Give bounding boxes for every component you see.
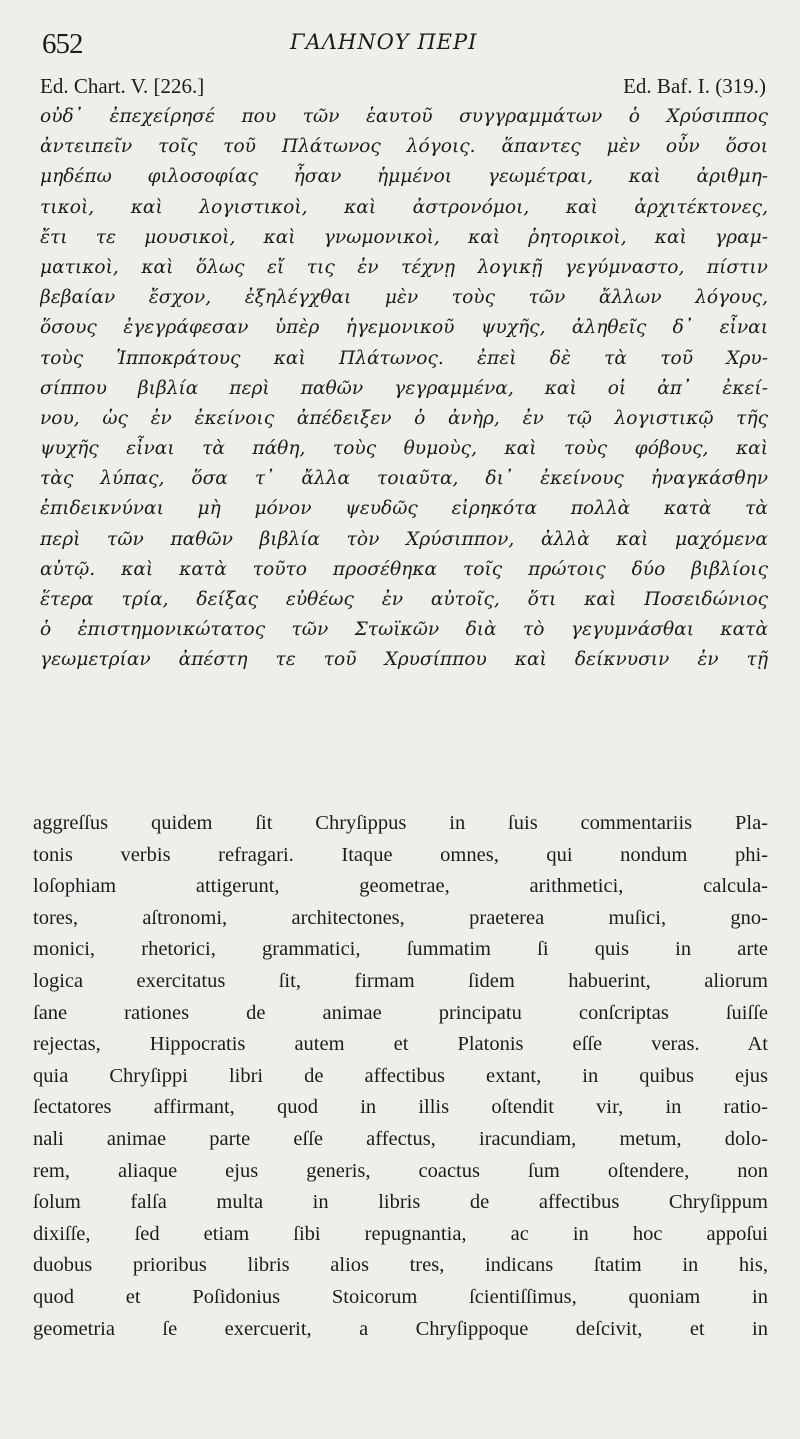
latin-text-line: quod et Poſidonius Stoicorum ſcientiſſimus, quoniam in: [33, 1285, 768, 1308]
greek-text-line: ἀντειπεῖν τοῖς τοῦ Πλάτωνος λόγοις. ἅπαντες μὲν οὖν ὅσοι: [40, 136, 768, 158]
latin-text-line: quia Chryſippi libri de affectibus extant, in quibus ejus: [33, 1064, 768, 1087]
greek-text-line: ματικοὶ, καὶ ὅλως εἴ τις ἐν τέχνῃ λογικῇ γεγύμναστο, πίστιν: [40, 256, 768, 278]
latin-text-line: monici, rhetorici, grammatici, ſummatim ſi quis in arte: [33, 938, 768, 961]
greek-text-line: αὐτῷ. καὶ κατὰ τοῦτο προσέθηκα τοῖς πρώτοις δύο βιβλίοις: [40, 558, 768, 580]
greek-text-line: ὅσους ἐγεγράφεσαν ὑπὲρ ἡγεμονικοῦ ψυχῆς, ἀληθεῖς δ᾽ εἶναι: [40, 317, 768, 339]
greek-text-line: ἔτι τε μουσικοὶ, καὶ γνωμονικοὶ, καὶ ῥητορικοὶ, καὶ γραμ-: [40, 226, 768, 248]
greek-text-line: ἕτερα τρία, δείξας εὐθέως ἐν αὐτοῖς, ὅτι καὶ Ποσειδώνιος: [40, 589, 768, 610]
greek-text-line: τικοὶ, καὶ λογιστικοὶ, καὶ ἀστρονόμοι, καὶ ἀρχιτέκτονες,: [40, 196, 768, 218]
running-head: ΓΑΛΗΝΟΥ ΠΕΡΙ: [290, 30, 478, 54]
latin-text-line: duobus prioribus libris alios tres, indicans ſtatim in his,: [33, 1254, 768, 1277]
greek-text-block: [40, 102, 768, 676]
greek-text-line: ἐπιδεικνύναι μὴ μόνον ψευδῶς εἰρηκότα πολλὰ κατὰ τὰ: [40, 498, 768, 520]
greek-text-line: βεβαίαν ἔσχον, ἐξηλέγχθαι μὲν τοὺς τῶν ἄλλων λόγους,: [40, 287, 768, 309]
greek-text-line: νου, ὡς ἐν ἐκείνοις ἀπέδειξεν ὁ ἀνὴρ, ἐν τῷ λογιστικῷ τῆς: [40, 407, 768, 429]
latin-text-line: tores, aſtronomi, architectones, praeterea muſici, gno-: [33, 906, 768, 929]
greek-text-line: γεωμετρίαν ἀπέστη τε τοῦ Χρυσίππου καὶ δείκνυσιν ἐν τῇ: [40, 649, 768, 671]
greek-text-line: περὶ τῶν παθῶν βιβλία τὸν Χρύσιππον, ἀλλὰ καὶ μαχόμενα: [40, 528, 768, 550]
page-number: 652: [42, 28, 83, 60]
latin-text-line: geometria ſe exercuerit, a Chryſippoque deſcivit, et in: [33, 1317, 768, 1340]
latin-text-line: loſophiam attigerunt, geometrae, arithmetici, calcula-: [33, 875, 768, 898]
greek-text-line: ὁ ἐπιστημονικώτατος τῶν Στωϊκῶν διὰ τὸ γεγυμνάσθαι κατὰ: [40, 619, 768, 641]
greek-text-line: οὐδ᾽ ἐπεχείρησέ που τῶν ἑαυτοῦ συγγραμμάτων ὁ Χρύσιππος: [40, 106, 768, 127]
latin-text-line: ſane rationes de animae principatu conſcriptas ſuiſſe: [33, 1001, 768, 1024]
latin-text-line: nali animae parte eſſe affectus, iracundiam, metum, dolo-: [33, 1127, 768, 1150]
greek-text-line: μηδέπω φιλοσοφίας ἦσαν ἡμμένοι γεωμέτραι, καὶ ἀριθμη-: [40, 166, 768, 188]
latin-text-line: ſectatores affirmant, quod in illis oſtendit vir, in ratio-: [33, 1096, 768, 1119]
edition-reference-right: Ed. Baf. I. (319.): [623, 74, 766, 98]
latin-text-line: aggreſſus quidem ſit Chryſippus in ſuis commentariis Pla-: [33, 812, 768, 834]
latin-text-line: dixiſſe, ſed etiam ſibi repugnantia, ac in hoc appoſui: [33, 1222, 768, 1245]
latin-text-line: logica exercitatus ſit, firmam ſidem habuerint, aliorum: [33, 969, 768, 992]
latin-text-line: tonis verbis refragari. Itaque omnes, qui nondum phi-: [33, 843, 768, 866]
latin-text-line: rejectas, Hippocratis autem et Platonis eſſe veras. At: [33, 1033, 768, 1056]
greek-text-line: σίππου βιβλία περὶ παθῶν γεγραμμένα, καὶ οἱ ἀπ᾽ ἐκεί-: [40, 377, 768, 399]
greek-text-line: τοὺς Ἱπποκράτους καὶ Πλάτωνος. ἐπεὶ δὲ τὰ τοῦ Χρυ-: [40, 347, 768, 369]
edition-reference-left: Ed. Chart. V. [226.]: [40, 74, 205, 98]
latin-text-block: [33, 808, 768, 1345]
greek-text-line: τὰς λύπας, ὅσα τ᾽ ἄλλα τοιαῦτα, δι᾽ ἐκείνους ἠναγκάσθην: [40, 468, 768, 490]
latin-text-line: rem, aliaque ejus generis, coactus ſum oſtendere, non: [33, 1159, 768, 1182]
greek-text-line: ψυχῆς εἶναι τὰ πάθη, τοὺς θυμοὺς, καὶ τοὺς φόβους, καὶ: [40, 438, 768, 460]
latin-text-line: ſolum falſa multa in libris de affectibus Chryſippum: [33, 1191, 768, 1214]
